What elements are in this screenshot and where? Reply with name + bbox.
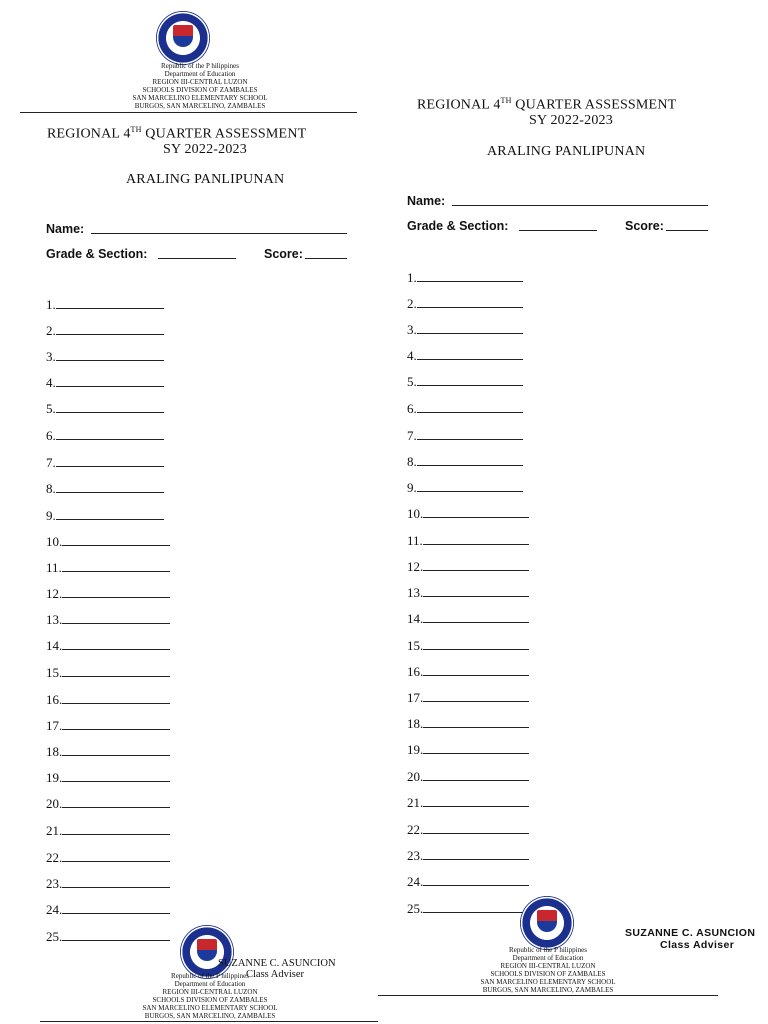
answer-item[interactable]: 24. (407, 874, 529, 890)
answer-item[interactable]: 1. (46, 297, 164, 313)
header-address: BURGOS, SAN MARCELINO, ZAMBALES (134, 102, 266, 110)
answer-item[interactable]: 12. (46, 586, 170, 602)
header-division: SCHOOLS DIVISION OF ZAMBALES (142, 86, 258, 94)
answer-item[interactable]: 7. (46, 455, 164, 471)
answer-item[interactable]: 5. (46, 401, 164, 417)
answer-item[interactable]: 23. (46, 876, 170, 892)
footer-department: Department of Education (174, 980, 246, 988)
deped-seal-icon (520, 896, 574, 950)
answer-item[interactable]: 4. (407, 348, 523, 364)
score-field[interactable] (305, 248, 347, 259)
answer-item[interactable]: 10. (407, 506, 529, 522)
header-republic: Republic of the P hilippines (161, 62, 239, 70)
answer-item[interactable]: 12. (407, 559, 529, 575)
subject-title: ARALING PANLIPUNAN (126, 172, 285, 187)
grade-section-field[interactable] (519, 220, 597, 231)
answer-item[interactable]: 18. (46, 744, 170, 760)
answer-item[interactable]: 14. (407, 611, 529, 627)
answer-item[interactable]: 17. (407, 690, 529, 706)
header-region: REGION III-CENTRAL LUZON (152, 78, 248, 86)
answer-item[interactable]: 2. (46, 323, 164, 339)
school-year: SY 2022-2023 (529, 113, 613, 128)
grade-section-label: Grade & Section: (407, 219, 509, 233)
grade-section-label: Grade & Section: (46, 247, 148, 261)
signatory-title: Class Adviser (660, 939, 735, 951)
answer-item[interactable]: 1. (407, 270, 523, 286)
footer-republic: Republic of the P hilippines (171, 972, 249, 980)
footer-division: SCHOOLS DIVISION OF ZAMBALES (152, 996, 268, 1004)
answer-item[interactable]: 3. (46, 349, 164, 365)
answer-item[interactable]: 4. (46, 375, 164, 391)
signatory-name: SUZANNE C. ASUNCION (625, 927, 756, 939)
answer-item[interactable]: 9. (407, 480, 523, 496)
footer-region: REGION III-CENTRAL LUZON (162, 988, 258, 996)
answer-item[interactable]: 19. (46, 770, 170, 786)
answer-item[interactable]: 5. (407, 374, 523, 390)
header-divider (20, 112, 357, 113)
answer-item[interactable]: 8. (46, 481, 164, 497)
deped-seal-icon (156, 11, 210, 65)
footer-school: SAN MARCELINO ELEMENTARY SCHOOL (142, 1004, 278, 1012)
answer-item[interactable]: 22. (407, 822, 529, 838)
answer-item[interactable]: 15. (407, 638, 529, 654)
footer-school: SAN MARCELINO ELEMENTARY SCHOOL (480, 978, 616, 986)
footer-divider (40, 1021, 378, 1022)
answer-item[interactable]: 7. (407, 428, 523, 444)
name-label: Name: (407, 194, 446, 208)
answer-item[interactable]: 16. (46, 692, 170, 708)
answer-item[interactable]: 20. (46, 796, 170, 812)
subject-title: ARALING PANLIPUNAN (487, 144, 646, 159)
answer-item[interactable]: 6. (46, 428, 164, 444)
school-year: SY 2022-2023 (163, 142, 247, 157)
answer-item[interactable]: 24. (46, 902, 170, 918)
grade-section-field[interactable] (158, 248, 236, 259)
answer-item[interactable]: 6. (407, 401, 523, 417)
header-school: SAN MARCELINO ELEMENTARY SCHOOL (132, 94, 268, 102)
answer-item[interactable]: 3. (407, 322, 523, 338)
answer-item[interactable]: 13. (407, 585, 529, 601)
footer-department: Department of Education (512, 954, 584, 962)
assessment-title: REGIONAL 4TH QUARTER ASSESSMENT (47, 125, 307, 142)
answer-item[interactable]: 21. (46, 823, 170, 839)
answer-item[interactable]: 13. (46, 612, 170, 628)
name-field[interactable] (91, 223, 347, 234)
answer-item[interactable]: 16. (407, 664, 529, 680)
header-department: Department of Education (164, 70, 236, 78)
answer-item[interactable]: 18. (407, 716, 529, 732)
answer-item[interactable]: 19. (407, 742, 529, 758)
answer-item[interactable]: 11. (46, 560, 170, 576)
score-label: Score: (264, 247, 303, 261)
name-label: Name: (46, 222, 85, 236)
answer-item[interactable]: 10. (46, 534, 170, 550)
answer-item[interactable]: 15. (46, 665, 170, 681)
assessment-title: REGIONAL 4TH QUARTER ASSESSMENT (417, 96, 677, 113)
answer-item[interactable]: 20. (407, 769, 529, 785)
signatory-title: Class Adviser (246, 969, 305, 980)
score-field[interactable] (666, 220, 708, 231)
answer-item[interactable]: 21. (407, 795, 529, 811)
answer-item[interactable]: 25. (46, 929, 170, 945)
signatory-name: SUZANNE C. ASUNCION (218, 958, 336, 969)
answer-item[interactable]: 14. (46, 638, 170, 654)
answer-item[interactable]: 9. (46, 508, 164, 524)
answer-item[interactable]: 23. (407, 848, 529, 864)
footer-republic: Republic of the P hilippines (509, 946, 587, 954)
score-label: Score: (625, 219, 664, 233)
footer-division: SCHOOLS DIVISION OF ZAMBALES (490, 970, 606, 978)
answer-item[interactable]: 25. (407, 901, 529, 917)
name-field[interactable] (452, 195, 708, 206)
answer-item[interactable]: 22. (46, 850, 170, 866)
deped-seal-icon (180, 925, 234, 979)
footer-divider (378, 995, 718, 996)
answer-item[interactable]: 11. (407, 533, 529, 549)
footer-address: BURGOS, SAN MARCELINO, ZAMBALES (482, 986, 614, 994)
answer-item[interactable]: 17. (46, 718, 170, 734)
answer-item[interactable]: 8. (407, 454, 523, 470)
footer-region: REGION III-CENTRAL LUZON (500, 962, 596, 970)
footer-address: BURGOS, SAN MARCELINO, ZAMBALES (144, 1012, 276, 1020)
answer-item[interactable]: 2. (407, 296, 523, 312)
